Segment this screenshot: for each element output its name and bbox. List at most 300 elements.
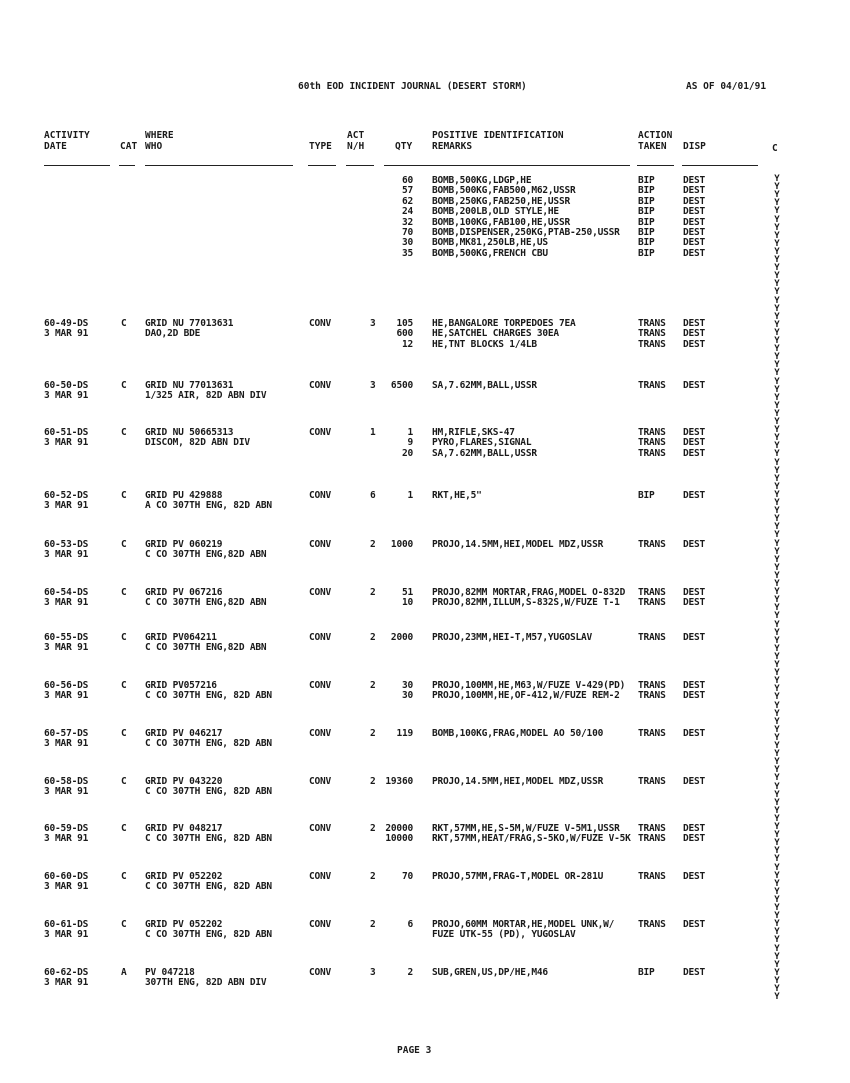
entry-act: 2	[370, 587, 376, 598]
c-flag: Y	[774, 457, 780, 468]
entry-type: CONV	[309, 587, 332, 598]
entry-item-action: TRANS	[638, 823, 666, 834]
c-flag: Y	[774, 611, 780, 622]
entry-item-remarks: PROJO,82MM MORTAR,FRAG,MODEL O-832D	[432, 587, 626, 598]
col-header-type: TYPE	[309, 141, 332, 152]
entry-item-disp: DEST	[683, 490, 706, 501]
entry-item-remarks: FUZE UTK-55 (PD), YUGOSLAV	[432, 929, 576, 941]
rule-activity	[44, 165, 110, 166]
c-flag: Y	[774, 822, 780, 832]
entry-where: GRID PV057216	[145, 680, 217, 691]
entry-item-remarks: HE,BANGALORE TORPEDOES 7EA	[432, 318, 576, 329]
entry-activity: 60-60-DS	[44, 871, 89, 882]
entry-item-remarks: PROJO,82MM,ILLUM,S-832S,W/FUZE T-1	[432, 597, 620, 609]
entry-who: C CO 307TH ENG, 82D ABN	[145, 738, 272, 750]
c-flag: Y	[774, 619, 780, 630]
c-flag: Y	[774, 927, 780, 938]
c-flag: Y	[774, 579, 780, 589]
entry-item-disp: DEST	[683, 833, 706, 845]
c-flag: Y	[774, 263, 780, 274]
top-item-disp: DEST	[683, 227, 706, 238]
entry-item-qty: 2000	[390, 632, 413, 643]
col-header-activity: ACTIVITY	[44, 130, 90, 141]
entry-cat: C	[121, 539, 127, 550]
entry-who: DAO,2D BDE	[145, 328, 201, 340]
c-flag: Y	[774, 498, 780, 508]
top-item-action: BIP	[638, 247, 655, 259]
entry-item-qty: 6500	[390, 380, 413, 391]
c-flag: Y	[774, 465, 780, 476]
c-flag: Y	[774, 449, 780, 460]
entry-cat: C	[121, 587, 127, 598]
c-flag: Y	[774, 975, 780, 986]
c-flag: Y	[774, 311, 780, 322]
entry-item-disp: DEST	[683, 680, 706, 691]
entry-type: CONV	[309, 318, 332, 329]
c-flag: Y	[774, 878, 780, 889]
top-item-qty: 30	[401, 237, 413, 249]
entry-date: 3 MAR 91	[44, 328, 89, 340]
entry-item-disp: DEST	[683, 871, 706, 882]
top-item-action: BIP	[638, 175, 655, 186]
top-item-qty: 70	[401, 227, 413, 238]
c-flag: Y	[774, 805, 780, 816]
entry-date: 3 MAR 91	[44, 390, 89, 402]
entry-item-remarks: SA,7.62MM,BALL,USSR	[432, 380, 537, 391]
entry-activity: 60-54-DS	[44, 587, 89, 598]
c-flag: Y	[774, 870, 780, 881]
entry-item-qty: 9	[407, 437, 413, 449]
top-item-action: BIP	[638, 206, 655, 218]
entry-item-qty: 51	[401, 587, 413, 598]
c-flag: Y	[774, 911, 780, 922]
c-flag: Y	[774, 441, 780, 452]
entry-who: C CO 307TH ENG, 82D ABN	[145, 786, 272, 798]
top-item-action: BIP	[638, 227, 655, 238]
c-flag: Y	[774, 813, 780, 824]
entry-type: CONV	[309, 490, 332, 501]
entry-date: 3 MAR 91	[44, 738, 89, 750]
top-item-remarks: BOMB,250KG,FAB250,HE,USSR	[432, 195, 570, 207]
entry-item-qty: 1	[407, 490, 413, 501]
col-header-who: WHO	[145, 141, 163, 152]
col-header-taken: TAKEN	[638, 141, 667, 152]
entry-where: GRID PV 060219	[145, 539, 223, 550]
c-flag: Y	[774, 765, 780, 776]
c-flag: Y	[774, 967, 780, 978]
entry-where: GRID PV 067216	[145, 587, 223, 598]
entry-item-remarks: PROJO,23MM,HEI-T,M57,YUGOSLAV	[432, 632, 593, 643]
c-flag: Y	[774, 392, 780, 403]
entry-where: GRID NU 50665313	[145, 427, 234, 438]
entry-activity: 60-55-DS	[44, 632, 89, 643]
entry-item-action: TRANS	[638, 632, 666, 643]
entry-act: 3	[370, 967, 376, 978]
c-flag: Y	[774, 732, 780, 743]
col-header-c: C	[772, 143, 778, 154]
entry-where: GRID NU 77013631	[145, 318, 234, 329]
entry-item-qty: 6	[407, 919, 413, 930]
c-flag: Y	[774, 400, 780, 411]
entry-type: CONV	[309, 776, 332, 787]
entry-act: 2	[370, 871, 376, 882]
entry-item-action: TRANS	[638, 427, 666, 438]
entry-item-action: TRANS	[638, 437, 666, 449]
c-flag: Y	[774, 230, 780, 241]
entry-activity: 60-62-DS	[44, 967, 89, 978]
entry-item-disp: DEST	[683, 338, 706, 350]
entry-who: A CO 307TH ENG, 82D ABN	[145, 500, 272, 512]
entry-activity: 60-53-DS	[44, 539, 89, 550]
c-flag: Y	[774, 603, 780, 614]
entry-act: 2	[370, 823, 376, 834]
c-flag: Y	[774, 773, 780, 784]
entry-who: C CO 307TH ENG, 82D ABN	[145, 690, 272, 702]
c-flag: Y	[774, 246, 780, 257]
entry-item-qty: 600	[396, 328, 413, 340]
entry-act: 6	[370, 490, 376, 501]
entry-date: 3 MAR 91	[44, 929, 89, 941]
entry-item-action: TRANS	[638, 539, 666, 550]
entry-act: 2	[370, 919, 376, 930]
top-item-remarks: BOMB,100KG,FAB100,HE,USSR	[432, 216, 570, 228]
entry-item-action: TRANS	[638, 318, 666, 329]
col-header-positive-id: POSITIVE IDENTIFICATION	[432, 130, 564, 141]
entry-type: CONV	[309, 967, 332, 978]
c-flag: Y	[774, 627, 780, 638]
c-flag: Y	[774, 287, 780, 298]
entry-type: CONV	[309, 539, 332, 550]
top-item-disp: DEST	[683, 247, 706, 259]
top-item-qty: 32	[401, 216, 413, 228]
entry-type: CONV	[309, 919, 332, 930]
c-flag: Y	[774, 384, 780, 395]
c-flag: Y	[774, 797, 780, 808]
c-flag: Y	[774, 935, 780, 946]
entry-who: C CO 307TH ENG, 82D ABN	[145, 833, 272, 845]
entry-item-action: TRANS	[638, 380, 666, 391]
entry-type: CONV	[309, 427, 332, 438]
c-flag: Y	[774, 838, 780, 849]
c-flag: Y	[774, 984, 780, 994]
page-number: PAGE 3	[397, 1045, 432, 1056]
c-flag: Y	[774, 651, 780, 662]
entry-item-remarks: PROJO,60MM MORTAR,HE,MODEL UNK,W/	[432, 919, 615, 930]
entry-type: CONV	[309, 632, 332, 643]
c-flag: Y	[774, 724, 780, 735]
c-flag: Y	[774, 757, 780, 768]
c-flag: Y	[774, 959, 780, 970]
entry-activity: 60-58-DS	[44, 776, 89, 787]
entry-item-remarks: RKT,57MM,HE,S-5M,W/FUZE V-5M1,USSR	[432, 823, 620, 834]
entry-who: C CO 307TH ENG, 82D ABN	[145, 881, 272, 893]
journal-title: 60th EOD INCIDENT JOURNAL (DESERT STORM)	[298, 81, 527, 92]
entry-cat: C	[121, 871, 127, 882]
entry-where: GRID PV 046217	[145, 728, 223, 739]
entry-act: 2	[370, 728, 376, 739]
c-flag: Y	[774, 789, 780, 800]
entry-item-disp: DEST	[683, 447, 706, 459]
c-flag: Y	[774, 554, 780, 565]
entry-activity: 60-52-DS	[44, 490, 89, 501]
entry-who: C CO 307TH ENG, 82D ABN	[145, 929, 272, 941]
entry-item-action: TRANS	[638, 680, 666, 691]
entry-date: 3 MAR 91	[44, 500, 89, 512]
entry-item-qty: 2	[407, 967, 413, 978]
entry-cat: C	[121, 318, 127, 329]
col-header-cat: CAT	[120, 141, 138, 152]
entry-item-qty: 119	[396, 728, 413, 739]
entry-cat: C	[121, 427, 127, 438]
c-flag: Y	[774, 514, 780, 525]
entry-item-qty: 30	[401, 680, 413, 691]
entry-cat: C	[121, 490, 127, 501]
c-flag: Y	[774, 830, 780, 841]
c-flag: Y	[774, 716, 780, 727]
entry-where: GRID PV 048217	[145, 823, 223, 834]
entry-where: GRID PV 052202	[145, 871, 223, 882]
entry-item-action: TRANS	[638, 871, 666, 882]
entry-item-action: TRANS	[638, 919, 666, 930]
rule-remarks	[384, 165, 630, 166]
c-flag: Y	[774, 562, 780, 573]
top-item-qty: 35	[401, 247, 413, 259]
c-flag: Y	[774, 700, 780, 711]
entry-item-action: TRANS	[638, 447, 666, 459]
entry-who: C CO 307TH ENG,82D ABN	[145, 597, 267, 609]
top-item-action: BIP	[638, 237, 655, 249]
entry-item-action: BIP	[638, 967, 655, 978]
entry-where: GRID PV 043220	[145, 776, 223, 787]
top-item-qty: 24	[401, 206, 413, 218]
c-flag: Y	[774, 425, 780, 436]
entry-item-remarks: RKT,HE,5"	[432, 490, 482, 501]
entry-item-disp: DEST	[683, 776, 706, 787]
entry-item-remarks: PROJO,14.5MM,HEI,MODEL MDZ,USSR	[432, 776, 604, 787]
rule-where	[145, 165, 293, 166]
top-item-action: BIP	[638, 216, 655, 228]
entry-item-disp: DEST	[683, 427, 706, 438]
c-flag: Y	[774, 587, 780, 598]
c-flag: Y	[774, 368, 780, 379]
c-flag: Y	[774, 360, 780, 371]
entry-item-action: TRANS	[638, 776, 666, 787]
entry-where: GRID PU 429888	[145, 490, 223, 501]
entry-date: 3 MAR 91	[44, 549, 89, 561]
entry-item-remarks: HE,TNT BLOCKS 1/4LB	[432, 338, 537, 350]
entry-type: CONV	[309, 871, 332, 882]
c-flag: Y	[774, 635, 780, 646]
c-flag: Y	[774, 198, 780, 209]
c-flag: Y	[774, 676, 780, 687]
c-flag: Y	[774, 408, 780, 419]
entry-who: C CO 307TH ENG,82D ABN	[145, 549, 267, 561]
c-flag: Y	[774, 352, 780, 363]
entry-item-action: TRANS	[638, 728, 666, 739]
c-flag: Y	[774, 481, 780, 492]
c-flag: Y	[774, 684, 780, 695]
top-item-disp: DEST	[683, 206, 706, 218]
entry-date: 3 MAR 91	[44, 437, 89, 449]
c-flag: Y	[774, 489, 780, 500]
top-item-qty: 57	[401, 185, 413, 197]
c-flag: Y	[774, 522, 780, 533]
c-flag: Y	[774, 992, 780, 1003]
c-flag: Y	[774, 530, 780, 541]
c-flag: Y	[774, 190, 780, 201]
entry-item-remarks: PYRO,FLARES,SIGNAL	[432, 437, 532, 449]
entry-item-qty: 30	[401, 690, 413, 702]
entry-item-action: BIP	[638, 490, 655, 501]
entry-cat: A	[121, 967, 127, 978]
entry-cat: C	[121, 776, 127, 787]
entry-item-disp: DEST	[683, 328, 706, 340]
entry-item-qty: 1000	[390, 539, 413, 550]
c-flag: Y	[774, 643, 780, 654]
entry-item-action: TRANS	[638, 833, 666, 845]
entry-item-remarks: SUB,GREN,US,DP/HE,M46	[432, 967, 548, 978]
top-item-disp: DEST	[683, 175, 706, 186]
c-flag: Y	[774, 708, 780, 719]
c-flag: Y	[774, 506, 780, 517]
top-item-disp: DEST	[683, 185, 706, 197]
c-flag: Y	[774, 327, 780, 338]
c-flag: Y	[774, 303, 780, 314]
top-item-action: BIP	[638, 195, 655, 207]
entry-item-qty: 19360	[385, 776, 413, 787]
c-flag: Y	[774, 182, 780, 193]
entry-item-qty: 12	[401, 338, 413, 350]
c-flag: Y	[774, 894, 780, 905]
entry-date: 3 MAR 91	[44, 642, 89, 654]
entry-act: 2	[370, 680, 376, 691]
entry-act: 2	[370, 776, 376, 787]
top-item-remarks: BOMB,500KG,FAB500,M62,USSR	[432, 185, 576, 197]
entry-item-remarks: HE,SATCHEL CHARGES 30EA	[432, 328, 559, 340]
entry-cat: C	[121, 919, 127, 930]
c-flag: Y	[774, 295, 780, 306]
c-flag: Y	[774, 951, 780, 962]
entry-item-action: TRANS	[638, 328, 666, 340]
entry-activity: 60-57-DS	[44, 728, 89, 739]
entry-cat: C	[121, 728, 127, 739]
entry-act: 3	[370, 318, 376, 329]
c-flag: Y	[774, 943, 780, 954]
entry-item-remarks: PROJO,100MM,HE,M63,W/FUZE V-429(PD)	[432, 680, 626, 691]
entry-type: CONV	[309, 823, 332, 834]
entry-date: 3 MAR 91	[44, 881, 89, 893]
entry-date: 3 MAR 91	[44, 833, 89, 845]
entry-item-qty: 10000	[385, 833, 413, 845]
entry-item-remarks: SA,7.62MM,BALL,USSR	[432, 447, 537, 459]
col-header-action: ACTION	[638, 130, 673, 141]
entry-cat: C	[121, 823, 127, 834]
c-flag: Y	[774, 854, 780, 865]
entry-activity: 60-49-DS	[44, 318, 89, 329]
entry-item-remarks: HM,RIFLE,SKS-47	[432, 427, 515, 438]
c-flag: Y	[774, 214, 780, 225]
entry-item-disp: DEST	[683, 632, 706, 643]
c-flag: Y	[774, 595, 780, 606]
entry-where: GRID PV 052202	[145, 919, 223, 930]
rule-type	[308, 165, 336, 166]
entry-act: 2	[370, 632, 376, 643]
entry-type: CONV	[309, 680, 332, 691]
entry-act: 1	[370, 427, 376, 438]
entry-who: C CO 307TH ENG,82D ABN	[145, 642, 267, 654]
c-flag: Y	[774, 846, 780, 857]
entry-where: GRID PV064211	[145, 632, 217, 643]
c-flag: Y	[774, 660, 780, 670]
top-item-remarks: BOMB,200LB,OLD STYLE,HE	[432, 206, 559, 218]
top-item-disp: DEST	[683, 216, 706, 228]
c-flag: Y	[774, 279, 780, 290]
entry-item-disp: DEST	[683, 587, 706, 598]
entry-item-disp: DEST	[683, 967, 706, 978]
entry-item-action: TRANS	[638, 690, 666, 702]
c-flag: Y	[774, 433, 780, 444]
c-flag: Y	[774, 344, 780, 355]
c-flag: Y	[774, 255, 780, 265]
c-flag: Y	[774, 376, 780, 387]
entry-item-disp: DEST	[683, 597, 706, 609]
entry-cat: C	[121, 632, 127, 643]
entry-item-disp: DEST	[683, 380, 706, 391]
entry-date: 3 MAR 91	[44, 786, 89, 798]
entry-cat: C	[121, 380, 127, 391]
entry-item-remarks: PROJO,100MM,HE,OF-412,W/FUZE REM-2	[432, 690, 620, 702]
c-flag: Y	[774, 473, 780, 484]
rule-disp	[682, 165, 758, 166]
col-header-qty: QTY	[395, 141, 413, 152]
entry-who: 307TH ENG, 82D ABN DIV	[145, 977, 267, 989]
c-flag: Y	[774, 319, 780, 330]
entry-date: 3 MAR 91	[44, 597, 89, 609]
entry-cat: C	[121, 680, 127, 691]
entry-who: DISCOM, 82D ABN DIV	[145, 437, 250, 449]
rule-action	[637, 165, 674, 166]
entry-type: CONV	[309, 728, 332, 739]
top-item-remarks: BOMB,500KG,LDGP,HE	[432, 175, 532, 186]
entry-item-disp: DEST	[683, 539, 706, 550]
entry-activity: 60-50-DS	[44, 380, 89, 391]
entry-act: 2	[370, 539, 376, 550]
entry-item-remarks: BOMB,100KG,FRAG,MODEL AO 50/100	[432, 728, 604, 739]
c-flag: Y	[774, 903, 780, 913]
c-flag: Y	[774, 174, 780, 184]
entry-item-qty: 70	[401, 871, 413, 882]
entry-item-qty: 20	[401, 447, 413, 459]
entry-item-disp: DEST	[683, 823, 706, 834]
c-flag: Y	[774, 336, 780, 346]
entry-activity: 60-56-DS	[44, 680, 89, 691]
col-header-disp: DISP	[683, 141, 706, 152]
c-flag: Y	[774, 271, 780, 282]
top-item-qty: 60	[401, 175, 413, 186]
c-flag: Y	[774, 741, 780, 751]
c-flag: Y	[774, 862, 780, 873]
entry-item-action: TRANS	[638, 338, 666, 350]
entry-activity: 60-51-DS	[44, 427, 89, 438]
entry-date: 3 MAR 91	[44, 690, 89, 702]
c-flag: Y	[774, 781, 780, 792]
entry-item-disp: DEST	[683, 690, 706, 702]
entry-item-remarks: PROJO,14.5MM,HEI,MODEL MDZ,USSR	[432, 539, 604, 550]
c-flag: Y	[774, 222, 780, 233]
col-header-act: ACT	[347, 130, 365, 141]
entry-who: 1/325 AIR, 82D ABN DIV	[145, 390, 267, 402]
top-item-disp: DEST	[683, 195, 706, 207]
